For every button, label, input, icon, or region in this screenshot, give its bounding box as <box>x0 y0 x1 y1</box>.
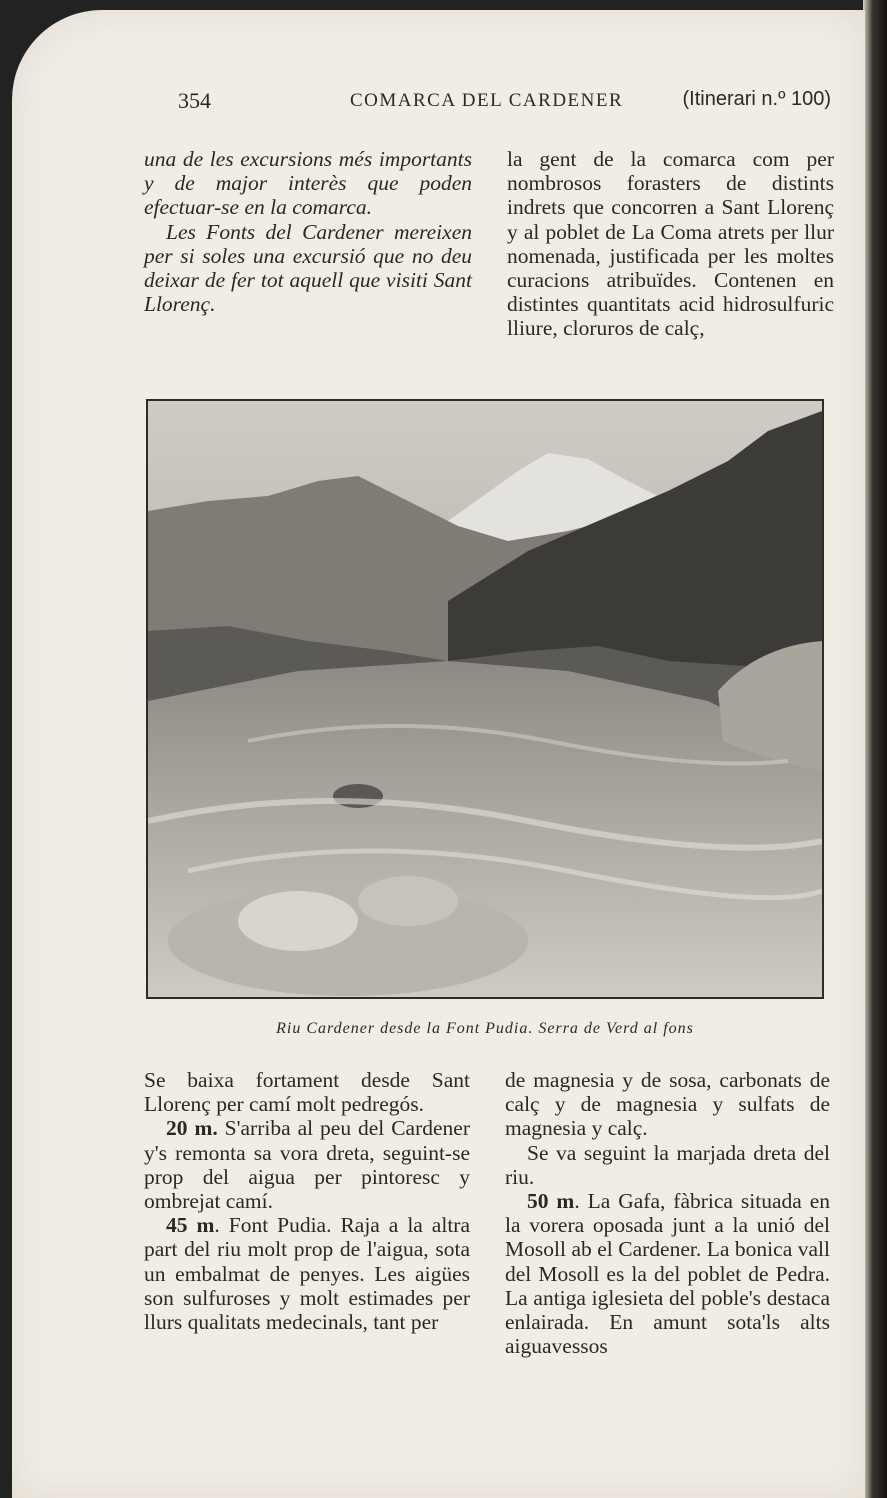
bottom-left-paragraph-1: Se baixa fortament desde Sant Llorenç per camí molt pedregós. <box>144 1068 470 1117</box>
photo-caption: Riu Cardener desde la Font Pudia. Serra de Verd al fons <box>276 1020 694 1037</box>
page-number: 354 <box>178 88 211 113</box>
river-landscape-image <box>148 401 822 997</box>
top-right-paragraph-1: la gent de la comarca com per nombrosos forasters de distints indrets que concorren a Sant Llorenç y al poblet de La Coma atrets per llur nomenada, justificada per les moltes curacions atribuïdes. Contenen en distintes quantitats acid hidrosulfuric lliure, cloruros de calç, <box>507 147 834 341</box>
time-marker-45m: 45 m <box>166 1213 215 1238</box>
top-left-paragraph-2: Les Fonts del Cardener mereixen per si soles una excursió que no deu deixar de fer tot aquell que visiti Sant Llorenç. <box>144 219 472 317</box>
bottom-left-paragraph-3-text: . Font Pudia. Raja a la altra part del riu molt prop de l'aigua, sota un embalmat de penyes. Les aigües son sulfuroses y molt estimades per llurs qualitats medecinals, tant per <box>144 1213 470 1335</box>
top-right-column <box>507 147 834 341</box>
top-left-paragraph-1: una de les excursions més importants y de major interès que poden efectuar-se en la comarca. <box>144 147 472 220</box>
bottom-left-paragraph-2 <box>144 1116 470 1213</box>
running-header <box>178 88 831 118</box>
bottom-left-column <box>144 1068 470 1334</box>
bottom-right-paragraph-3-text: . La Gafa, fàbrica situada en la vorera oposada junt a la unió del Mosoll ab el Cardener. La bonica vall del Mosoll es la del poblet de Pedra. La antiga iglesieta del poble's destaca enlairada. En amunt sota'ls alts aiguavessos <box>505 1189 831 1359</box>
time-marker-50m: 50 m <box>527 1189 575 1214</box>
bottom-left-paragraph-2-text: S'arriba al peu del Cardener y's remonta sa vora dreta, seguint-se prop del aigua per pintoresc y ombrejat camí. <box>144 1116 470 1214</box>
bottom-right-paragraph-1: de magnesia y de sosa, carbonats de calç y de magnesia y sulfats de magnesia y calç. <box>505 1068 830 1141</box>
header-title: COMARCA DEL CARDENER <box>350 90 624 111</box>
bottom-left-paragraph-3 <box>144 1213 470 1334</box>
itinerary-number: (Itinerari n.º 100) <box>682 88 831 110</box>
bottom-right-paragraph-2: Se va seguint la marjada dreta del riu. <box>505 1140 830 1189</box>
foreground-rocks <box>168 886 528 996</box>
book-spine-edge <box>863 0 887 1498</box>
bottom-right-paragraph-3 <box>505 1189 830 1358</box>
top-left-column <box>144 147 472 316</box>
time-marker-20m: 20 m. <box>166 1116 218 1141</box>
bottom-right-column <box>505 1068 830 1358</box>
river-photograph <box>146 399 824 999</box>
